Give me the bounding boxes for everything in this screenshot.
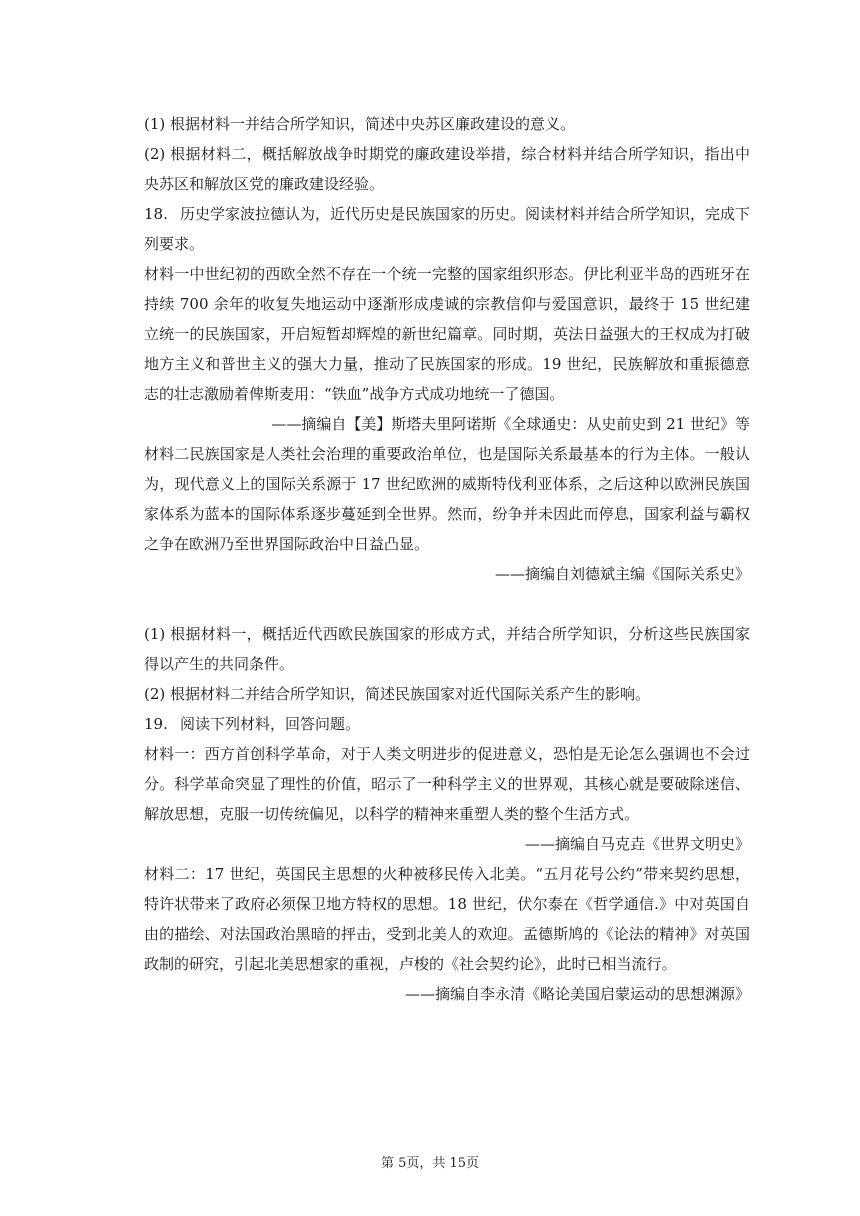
- q18-material-2: 材料二民族国家是人类社会治理的重要政治单位，也是国际关系最基本的行为主体。一般认为，现代意义上的国际关系源于 17 世纪欧洲的威斯特伐利亚体系，之后这种以欧洲民族国家体系为蓝本的国际体系逐步蔓延到全世界。然而，纷争并未因此而停息，国家利益与霸权之争在欧洲乃至世界国际政治中日益凸显。: [144, 445, 750, 553]
- page-footer: 第 5页，共 15页: [380, 1156, 480, 1171]
- q18-material-2-source: ——摘编自刘德斌主编《国际关系史》: [494, 565, 750, 583]
- q18-stem: [144, 199, 750, 259]
- q19-material-2: 材料二：17 世纪，英国民主思想的火种被移民传入北美。“五月花号公约”带来契约思想，特许状带来了政府必须保卫地方特权的思想。18 世纪，伏尔泰在《哲学通信.》中对英国自由的描绘、对法国政治黑暗的抨击，受到北美人的欢迎。孟德斯鸠的《论法的精神》对英国政制的研究，引起北美思想家的重视，卢梭的《社会契约论》，此时已相当流行。: [144, 865, 750, 973]
- q18-subquestion-1: (1) 根据材料一，概括近代西欧民族国家的形成方式，并结合所学知识，分析这些民族国家得以产生的共同条件。: [144, 625, 750, 673]
- q17-subquestion-2: (2) 根据材料二，概括解放战争时期党的廉政建设举措，综合材料并结合所学知识，指出中央苏区和解放区党的廉政建设经验。: [144, 145, 750, 193]
- spacer: [144, 589, 750, 619]
- q19-stem: [144, 709, 750, 739]
- q17-subquestion-1: (1) 根据材料一并结合所学知识，简述中央苏区廉政建设的意义。: [144, 115, 576, 133]
- q18-stem-text: 历史学家波拉德认为，近代历史是民族国家的历史。阅读材料并结合所学知识，完成下列要求。: [144, 205, 751, 253]
- q19-material-1: 材料一：西方首创科学革命，对于人类文明进步的促进意义，恐怕是无论怎么强调也不会过分。科学革命突显了理性的价值，昭示了一种科学主义的世界观，其核心就是要破除迷信、解放思想，克服一切传统偏见，以科学的精神来重塑人类的整个生活方式。: [144, 745, 750, 823]
- q19-material-1-source: ——摘编自马克垚《世界文明史》: [524, 835, 750, 853]
- q18-number: 18.: [144, 205, 168, 223]
- page-content: [144, 109, 750, 1009]
- q19-number: 19.: [144, 715, 168, 733]
- q18-material-1-source: ——摘编自【美】斯塔夫里阿诺斯《全球通史：从史前史到 21 世纪》等: [271, 415, 750, 433]
- q19-material-2-source: ——摘编自李永清《略论美国启蒙运动的思想渊源》: [404, 985, 750, 1003]
- q19-stem-text: 阅读下列材料，回答问题。: [180, 715, 361, 733]
- q18-subquestion-2: (2) 根据材料二并结合所学知识，简述民族国家对近代国际关系产生的影响。: [144, 685, 651, 703]
- q18-material-1: 材料一中世纪初的西欧全然不存在一个统一完整的国家组织形态。伊比利亚半岛的西班牙在持续 700 余年的收复失地运动中逐渐形成虔诚的宗教信仰与爱国意识，最终于 15 世纪建立统一的民族国家，开启短暂却辉煌的新世纪篇章。同时期，英法日益强大的王权成为打破地方主义和普世主义的强大力量，推动了民族国家的形成。19 世纪，民族解放和重振德意志的壮志激励着俾斯麦用：“铁血”战争方式成功地统一了德国。: [144, 265, 750, 403]
